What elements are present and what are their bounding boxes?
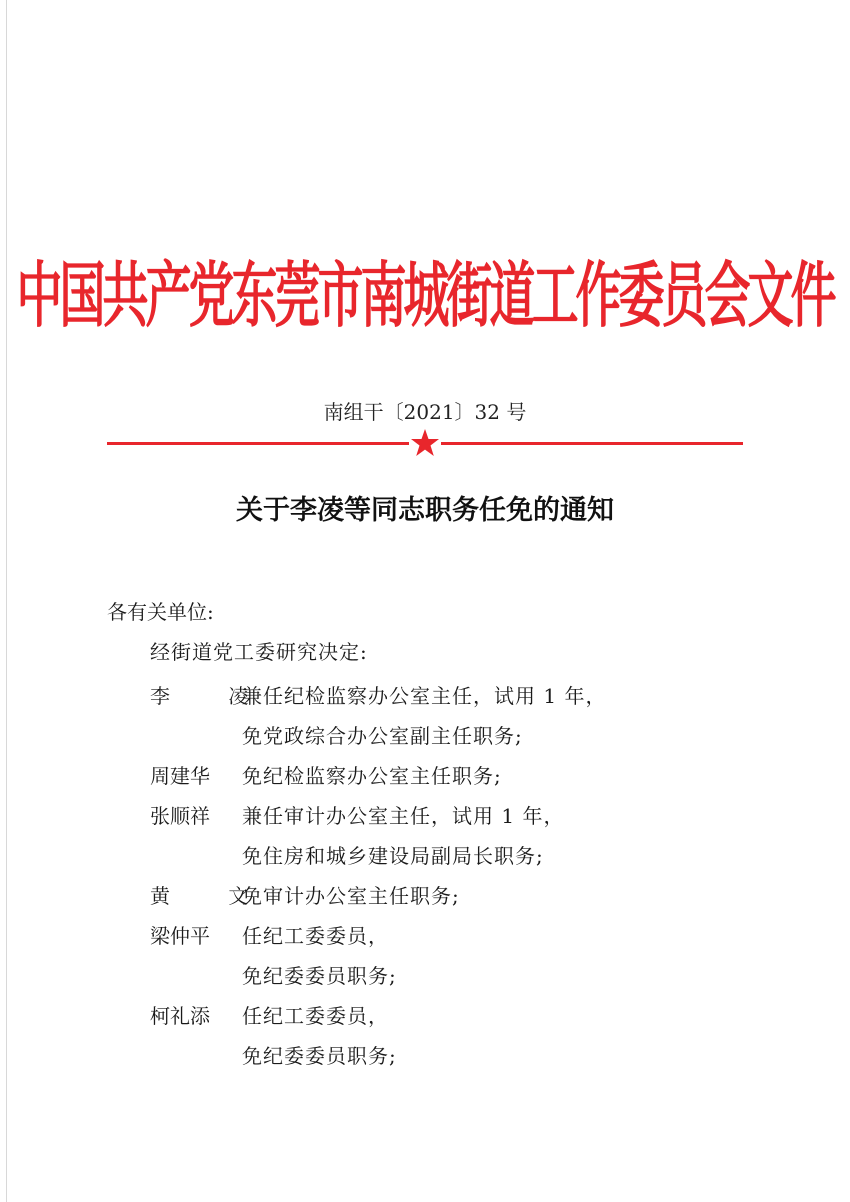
appointment-item <box>150 796 770 876</box>
document-header-title: 中国共产党东莞市南城街道工作委员会文件 <box>16 253 834 338</box>
appointment-item <box>150 996 770 1076</box>
person-name: 柯礼添 <box>150 1004 210 1028</box>
duty-line: 免纪检监察办公室主任职务; <box>242 764 502 788</box>
duty-line: 兼任纪检监察办公室主任，试用 1 年， <box>242 684 607 708</box>
document-number: 南组干〔2021〕32 号 <box>323 400 527 424</box>
appointment-item <box>150 756 770 796</box>
person-name: 李 凌 <box>150 684 275 708</box>
appointment-item <box>150 676 770 756</box>
duty-list <box>242 796 564 876</box>
appointment-item <box>150 876 770 916</box>
appointment-item <box>150 916 770 996</box>
star-icon <box>410 428 440 458</box>
person-name: 张顺祥 <box>150 804 210 828</box>
person-name: 梁仲平 <box>150 924 210 948</box>
duty-line: 免审计办公室主任职务; <box>242 884 460 908</box>
duty-line: 任纪工委委员， <box>242 924 389 948</box>
duty-line: 免党政综合办公室副主任职务; <box>242 724 523 748</box>
red-separator <box>107 430 743 460</box>
separator-line-right <box>441 442 743 445</box>
duty-list <box>242 916 397 996</box>
decision-intro: 经街道党工委研究决定: <box>150 640 368 664</box>
person-name: 周建华 <box>150 764 210 788</box>
duty-line: 免纪委委员职务; <box>242 1044 397 1068</box>
duty-line: 免住房和城乡建设局副局长职务; <box>242 844 544 868</box>
duty-line: 免纪委委员职务; <box>242 964 397 988</box>
appointments-list <box>150 676 770 1076</box>
person-name: 黄 文 <box>150 884 275 908</box>
salutation: 各有关单位: <box>107 600 214 624</box>
duty-list <box>242 756 502 796</box>
duty-list <box>242 876 460 916</box>
duty-line: 任纪工委委员， <box>242 1004 389 1028</box>
page-edge-line <box>6 0 7 1202</box>
notice-title: 关于李凌等同志职务任免的通知 <box>236 495 614 526</box>
separator-line-left <box>107 442 409 445</box>
duty-line: 兼任审计办公室主任，试用 1 年， <box>242 804 565 828</box>
duty-list <box>242 996 397 1076</box>
duty-list <box>242 676 606 756</box>
